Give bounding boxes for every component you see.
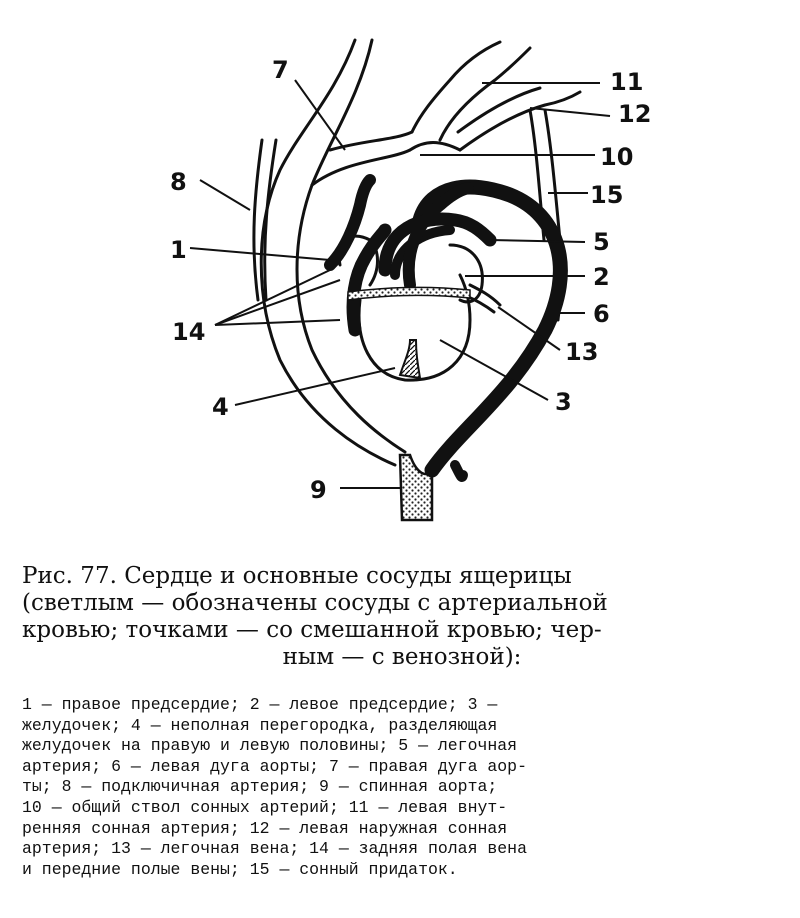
pulmonary-vein: [470, 285, 500, 305]
legend-line: желудочек; 4 — неполная перегородка, разделяющая: [22, 715, 498, 735]
label-9: 9: [310, 476, 327, 504]
label-10: 10: [600, 143, 634, 171]
label-11: 11: [610, 68, 644, 96]
label-8: 8: [170, 168, 187, 196]
figure-legend: [22, 695, 782, 880]
posterior-vena-cava: [353, 230, 385, 330]
caption-line: Рис. 77. Сердце и основные сосуды ящерицы: [22, 563, 572, 589]
label-5: 5: [593, 228, 610, 256]
legend-line: артерия; 13 — легочная вена; 14 — задняя полая вена: [22, 839, 527, 859]
figure-caption: [22, 563, 782, 671]
caption-line: кровью; точками — со смешанной кровью; чер-: [22, 617, 602, 643]
legend-line: 10 — общий ствол сонных артерий; 11 — левая внут-: [22, 797, 508, 817]
legend-line: ты; 8 — подключичная артерия; 9 — спинная аорта;: [22, 777, 498, 797]
legend-line: желудочек на правую и левую половины; 5 — легочная: [22, 736, 518, 756]
label-1: 1: [170, 236, 187, 264]
caption-line: ным — с венозной):: [282, 644, 522, 670]
label-13: 13: [565, 338, 599, 366]
label-6: 6: [593, 300, 610, 328]
septum: [400, 340, 420, 378]
legend-line: ренняя сонная артерия; 12 — левая наружная сонная: [22, 818, 508, 838]
legend-line: артерия; 6 — левая дуга аорты; 7 — правая дуга аор-: [22, 756, 527, 776]
label-14: 14: [172, 318, 206, 346]
legend-line: 1 — правое предсердие; 2 — левое предсердие; 3 —: [22, 695, 498, 714]
carotid-trunk: [410, 143, 460, 151]
legend-line: и передние полые вены; 15 — сонный придаток.: [22, 859, 458, 879]
caption-line: (светлым — обозначены сосуды с артериальной: [22, 590, 608, 616]
label-2: 2: [593, 263, 610, 291]
label-7: 7: [272, 56, 289, 84]
label-12: 12: [618, 100, 652, 128]
label-4: 4: [212, 393, 229, 421]
label-3: 3: [555, 388, 572, 416]
label-15: 15: [590, 181, 624, 209]
